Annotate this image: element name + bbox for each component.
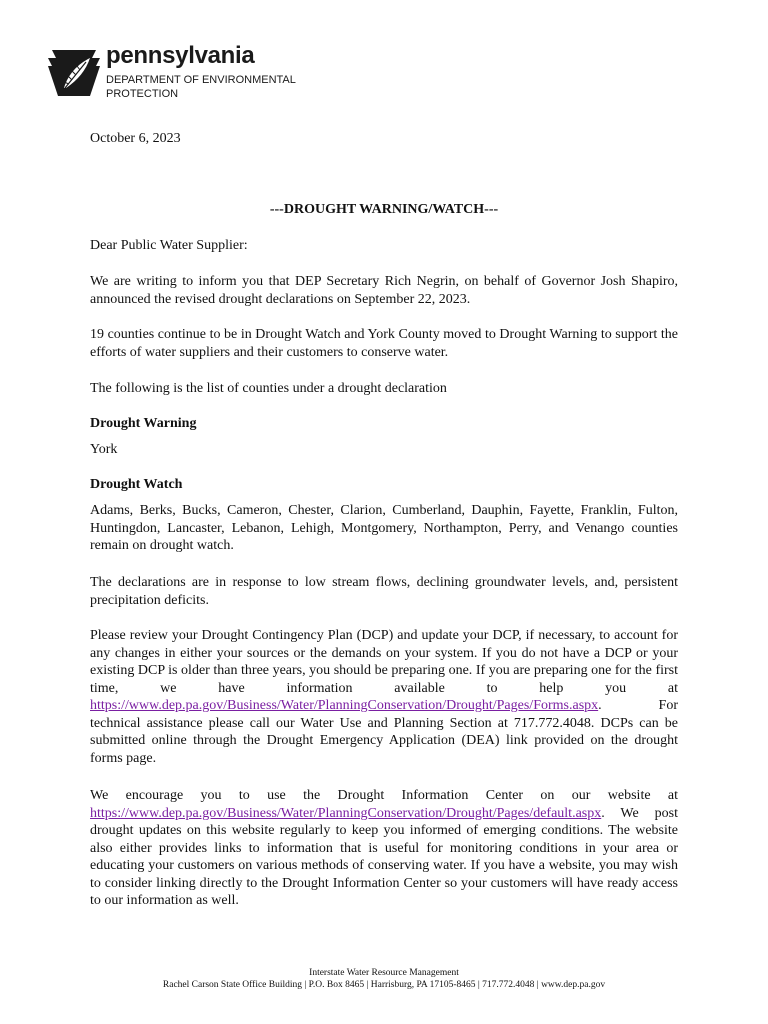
footer [0, 967, 768, 991]
paragraph-dcp-text-a: Please review your Drought Contingency Plan (DCP) and update your DCP, if necessary, to account for any changes in either your sources or the demands on your system. If you do not have a DCP or your existing DCP is older than three years, you should be preparing one. If you are preparing one for the first time, we have information available to help you at [90, 628, 678, 696]
letter-heading: ---DROUGHT WARNING/WATCH--- [269, 202, 499, 217]
watch-counties: Adams, Berks, Bucks, Cameron, Chester, Clarion, Cumberland, Dauphin, Fayette, Franklin, Fulton, Huntingdon, Lancaster, Lebanon, Lehigh, Montgomery, Northampton, Perry, and Venango counties remain on drought watch. [90, 503, 678, 553]
paragraph-counties-status: 19 counties continue to be in Drought Watch and York County moved to Drought Warning to support the efforts of water suppliers and their customers to conserve water. [90, 327, 678, 360]
paragraph-list-intro: The following is the list of counties under a drought declaration [90, 381, 447, 396]
org-department [106, 73, 306, 101]
keystone-logo-icon [46, 44, 102, 100]
paragraph-declaration-reasons: The declarations are in response to low stream flows, declining groundwater levels, and, persistent precipitation deficits. [90, 575, 678, 608]
org-name: pennsylvania [106, 42, 255, 69]
letter-date: October 6, 2023 [90, 131, 181, 146]
paragraph-info-text-b: . We post drought updates on this website regularly to keep you informed of emerging conditions. The website also either provides links to information that is useful for monitoring conditions in your area or educating your customers on various methods of conserving water. If you have a website, you may wish to consider linking directly to the Drought Information Center so your customers will have ready access to our information as well. [90, 805, 678, 908]
drought-info-center-link[interactable]: https://www.dep.pa.gov/Business/Water/PlanningConservation/Drought/Pages/default.aspx [90, 805, 602, 821]
salutation: Dear Public Water Supplier: [90, 238, 248, 253]
warning-heading: Drought Warning [90, 416, 197, 431]
watch-heading: Drought Watch [90, 477, 183, 492]
drought-forms-link[interactable]: https://www.dep.pa.gov/Business/Water/PlanningConservation/Drought/Pages/Forms.aspx [90, 698, 599, 713]
footer-office: Interstate Water Resource Management [309, 968, 459, 978]
footer-address[interactable]: Rachel Carson State Office Building | P.O. Box 8465 | Harrisburg, PA 17105-8465 | 717.772.4048 | www.dep.pa.gov [162, 980, 606, 990]
org-department-line2: PROTECTION [106, 88, 179, 100]
warning-counties: York [90, 442, 118, 457]
letterhead [46, 42, 306, 102]
paragraph-information-center [90, 787, 678, 910]
paragraph-info-text-a: We encourage you to use the Drought Information Center on our website at [90, 788, 678, 803]
paragraph-announcement: We are writing to inform you that DEP Secretary Rich Negrin, on behalf of Governor Josh Shapiro, announced the revised drought declarations on September 22, 2023. [90, 274, 678, 307]
org-department-line1: DEPARTMENT OF ENVIRONMENTAL [106, 74, 296, 86]
paragraph-dcp-review [90, 627, 678, 767]
paragraph-dcp-text-b: . For technical assistance please call our Water Use and Planning Section at 717.772.4048. DCPs can be submitted online through the Drought Emergency Application (DEA) link provided on the drought forms page. [90, 698, 678, 766]
